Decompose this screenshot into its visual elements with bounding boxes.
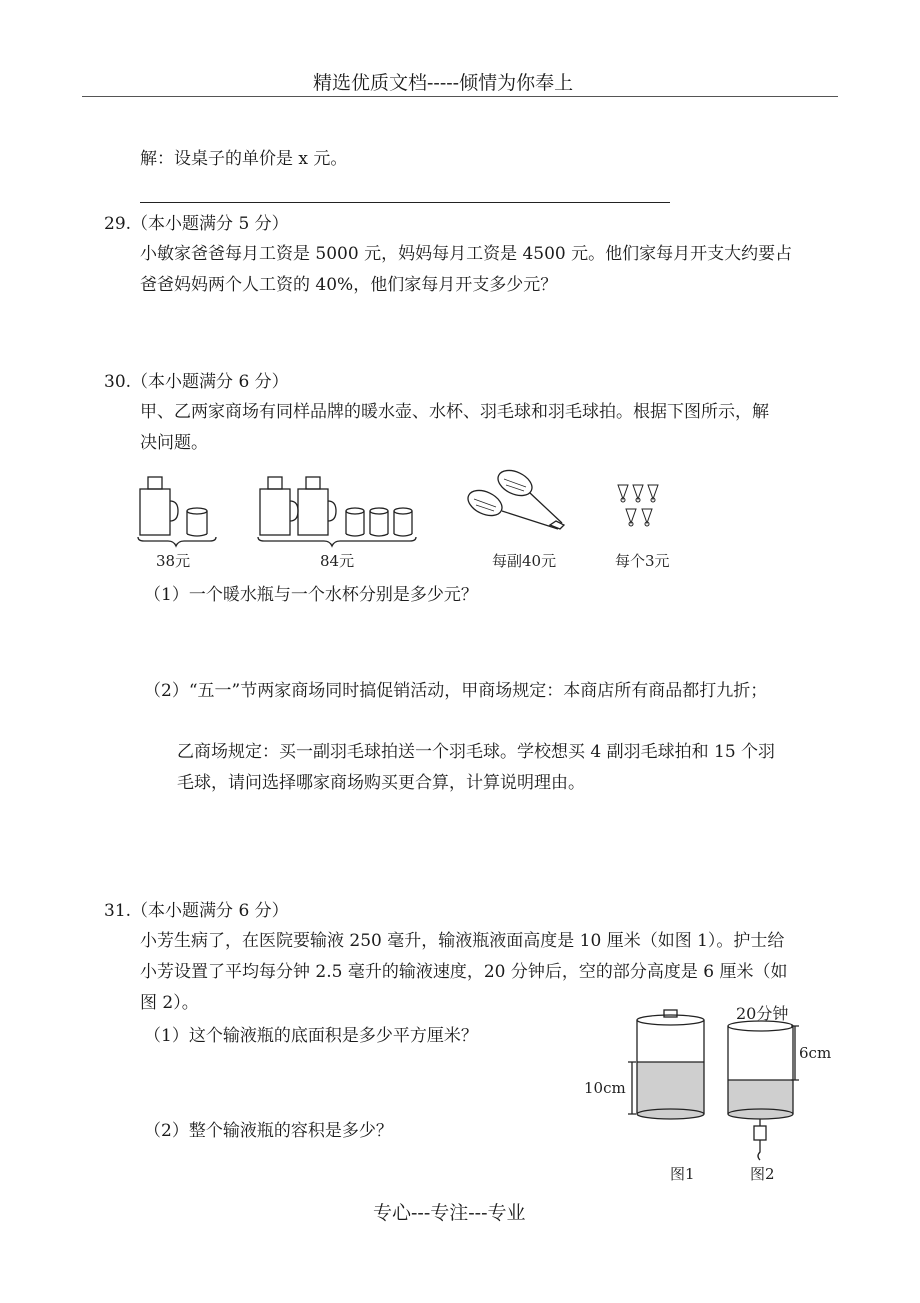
q30-product-figure xyxy=(130,465,690,575)
q31-sub2: （2）整个输液瓶的容积是多少？ xyxy=(144,1121,393,1141)
fig1-caption: 图1 xyxy=(670,1165,695,1183)
q30-sub2-line: （2）“五一”节两家商场同时搞促销活动，甲商场规定：本商店所有商品都打九折； xyxy=(144,681,768,701)
q30-heading: 30.（本小题满分 6 分） xyxy=(104,372,289,392)
cup-icon xyxy=(370,508,388,536)
q30-sub1: （1）一个暖水瓶与一个水杯分别是多少元？ xyxy=(144,585,478,605)
liquid-height-label: 10cm xyxy=(584,1079,626,1097)
bottle2-drip xyxy=(754,1126,766,1140)
solution-line: 解：设桌子的单价是 x 元。 xyxy=(140,149,348,169)
bottle1-cap xyxy=(664,1010,677,1017)
cup-icon xyxy=(187,508,207,536)
q30-sub2-line: 毛球，请问选择哪家商场购买更合算，计算说明理由。 xyxy=(177,773,585,793)
cup-icon xyxy=(346,508,364,536)
thermos-icon xyxy=(140,477,178,535)
q30-sub2-line: 乙商场规定：买一副羽毛球拍送一个羽毛球。学校想买 4 副羽毛球拍和 15 个羽 xyxy=(177,742,776,762)
q30-text-line: 决问题。 xyxy=(140,433,208,453)
price-label-84: 84元 xyxy=(320,552,355,570)
bottle1-liquid xyxy=(637,1062,704,1114)
empty-height-marker xyxy=(791,1026,799,1080)
brace-84 xyxy=(258,537,416,546)
page-header-title: 精选优质文档-----倾情为你奉上 xyxy=(313,72,574,94)
q31-text-line: 小芳生病了，在医院要输液 250 毫升，输液瓶液面高度是 10 厘米（如图 1）。护士给 xyxy=(140,931,785,951)
answer-underline xyxy=(140,202,670,203)
q29-text-line: 爸爸妈妈两个人工资的 40%，他们家每月开支多少元？ xyxy=(140,275,558,295)
header-divider xyxy=(82,96,838,97)
page-footer: 专心---专注---专业 xyxy=(373,1202,526,1224)
badminton-racket-icon xyxy=(464,465,564,529)
q31-text-line: 小芳设置了平均每分钟 2.5 毫升的输液速度，20 分钟后，空的部分高度是 6 厘米（如 xyxy=(140,962,788,982)
thermos-icon xyxy=(298,477,336,535)
time-label: 20分钟 xyxy=(736,1004,789,1023)
price-label-racket: 每副40元 xyxy=(492,552,557,570)
bottle1-bottom xyxy=(637,1109,704,1119)
cup-icon xyxy=(394,508,412,536)
q29-heading: 29.（本小题满分 5 分） xyxy=(104,214,289,234)
iv-bottle-figure xyxy=(580,1000,840,1190)
price-label-shuttle: 每个3元 xyxy=(615,552,670,570)
price-label-38: 38元 xyxy=(156,552,191,570)
brace-38 xyxy=(138,537,216,546)
q31-text-line: 图 2）。 xyxy=(140,993,199,1013)
q31-sub1: （1）这个输液瓶的底面积是多少平方厘米？ xyxy=(144,1026,478,1046)
thermos-icon xyxy=(260,477,298,535)
q30-text-line: 甲、乙两家商场有同样品牌的暖水壶、水杯、羽毛球和羽毛球拍。根据下图所示，解 xyxy=(140,402,769,422)
shuttlecock-icon xyxy=(618,485,658,526)
q31-heading: 31.（本小题满分 6 分） xyxy=(104,901,289,921)
fig2-caption: 图2 xyxy=(750,1165,775,1183)
bottle2-bottom xyxy=(728,1109,793,1119)
liquid-height-marker xyxy=(628,1062,636,1114)
q29-text-line: 小敏家爸爸每月工资是 5000 元，妈妈每月工资是 4500 元。他们家每月开支大约要占 xyxy=(140,244,793,264)
empty-height-label: 6cm xyxy=(799,1044,832,1062)
